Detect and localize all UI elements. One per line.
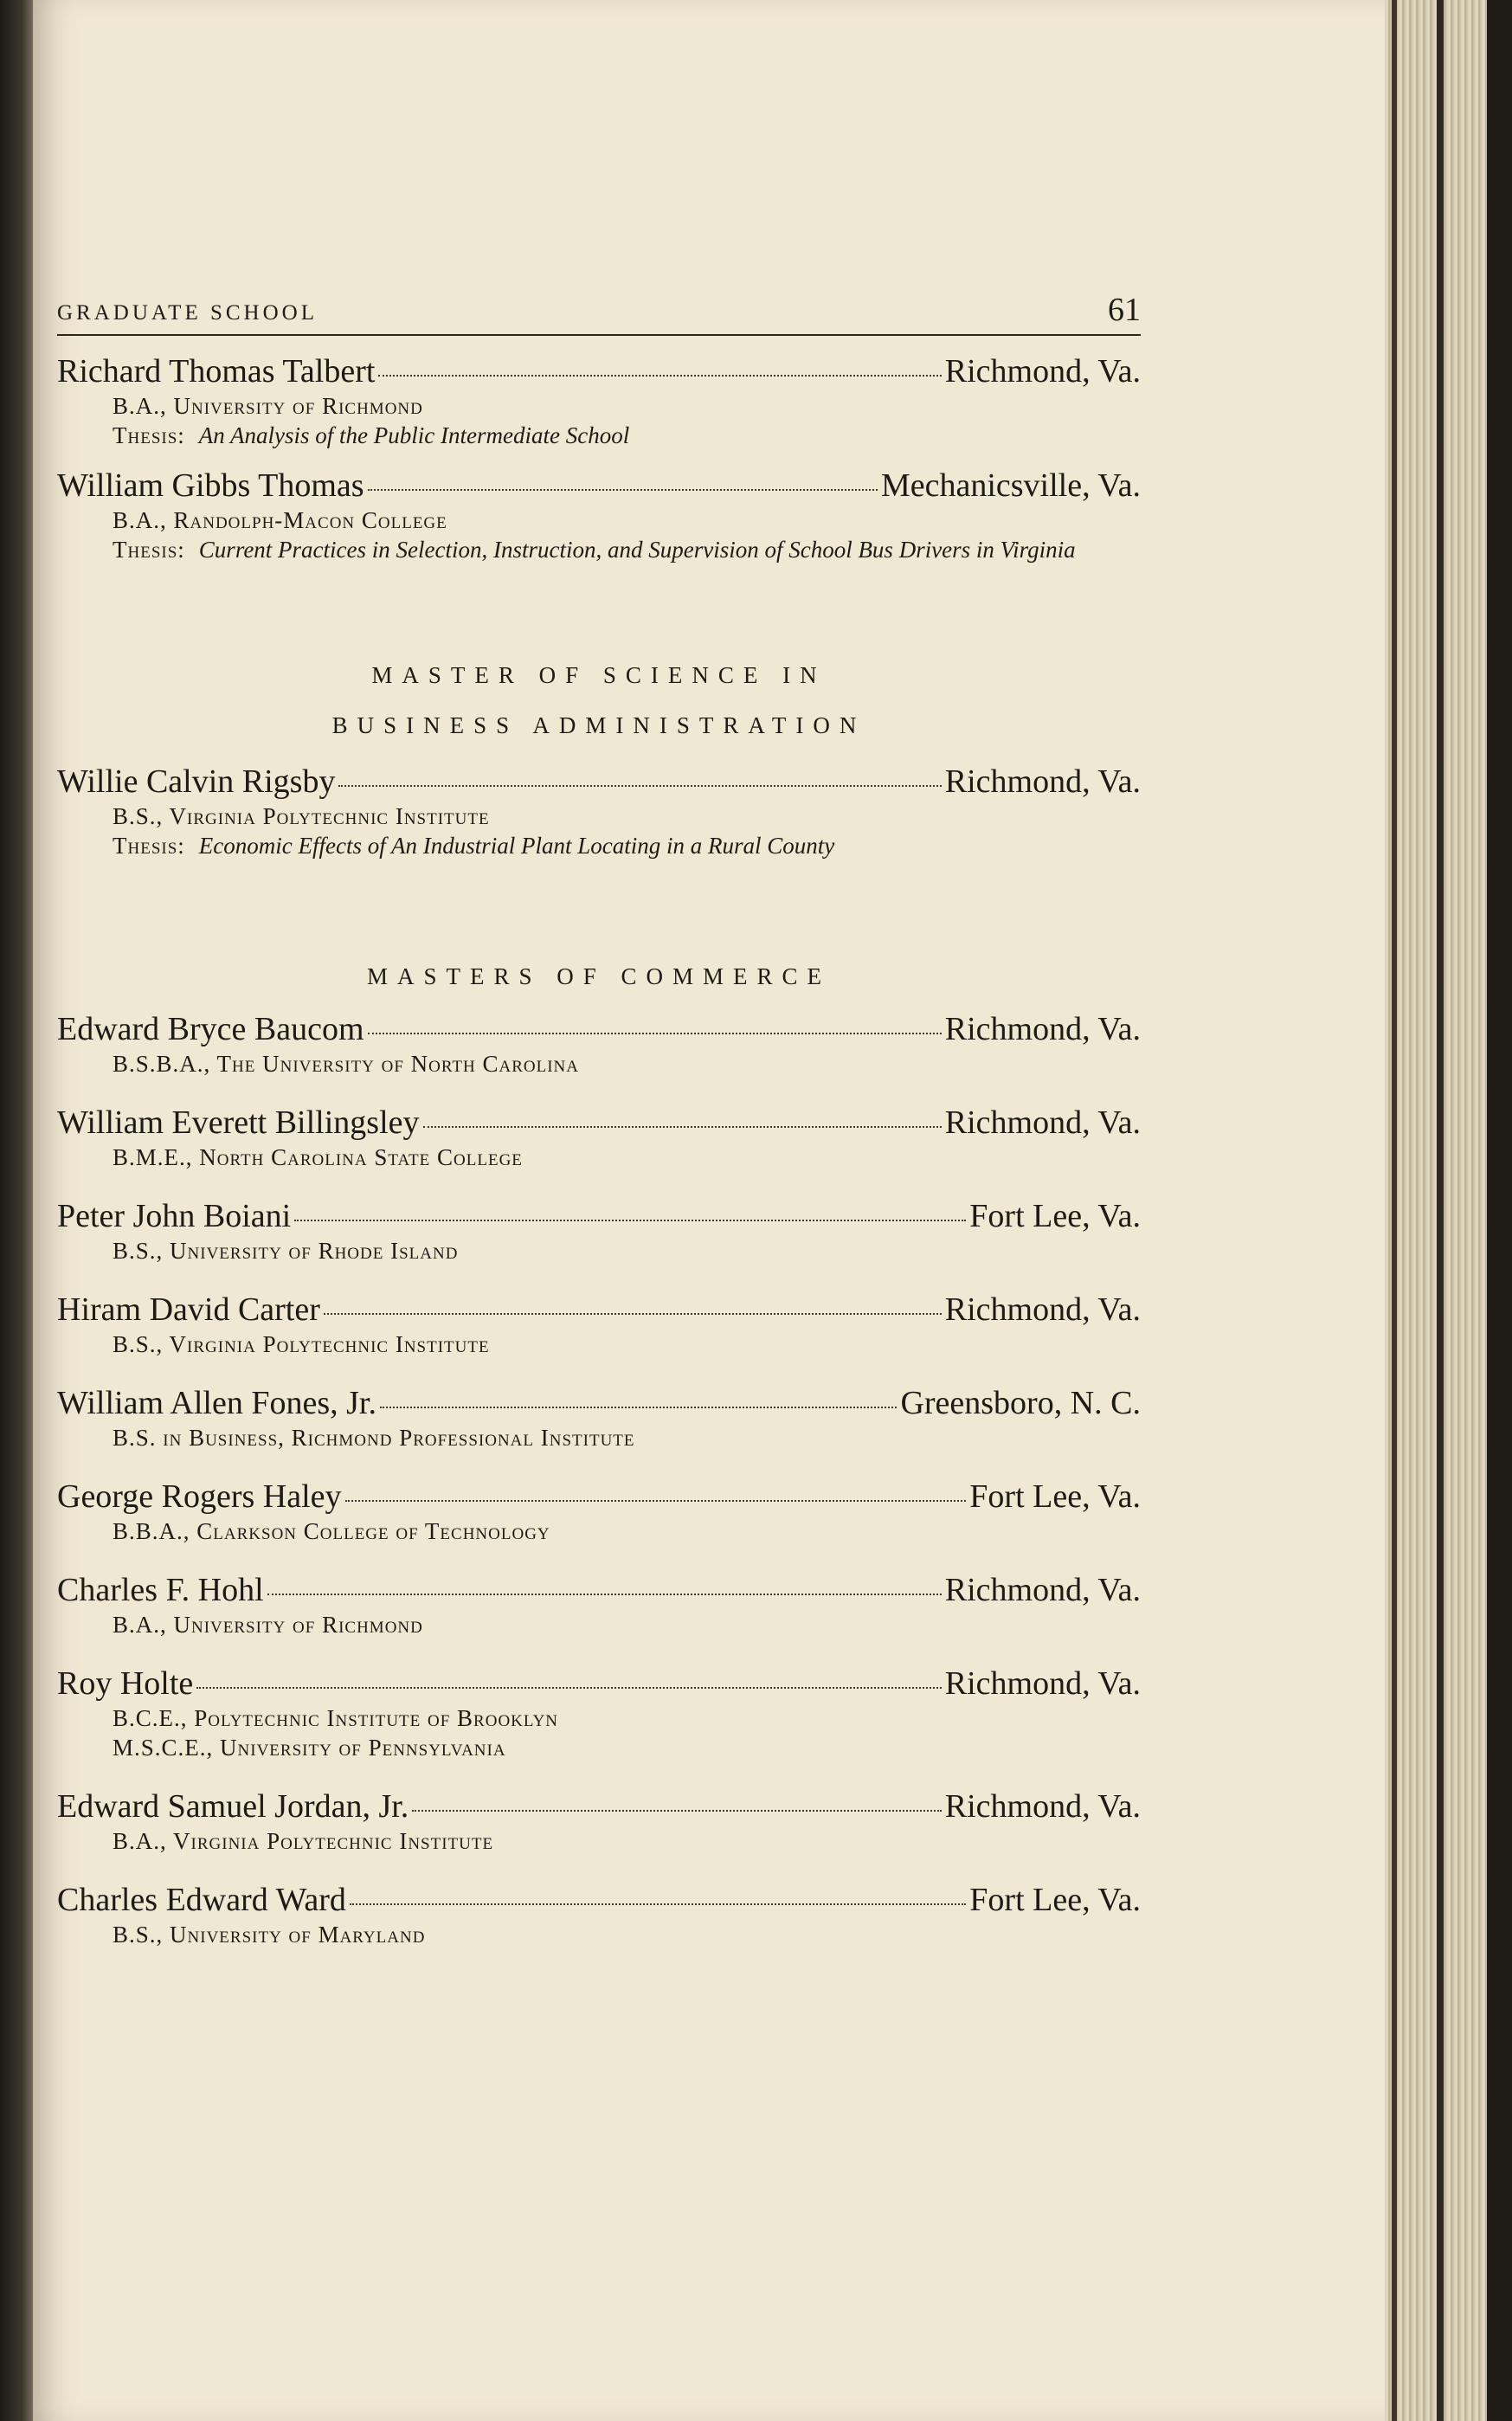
thesis-label: Thesis: (113, 833, 185, 859)
thesis-label: Thesis: (113, 422, 185, 448)
section-commerce (57, 947, 1141, 1949)
prior-degree: B.B.A., Clarkson College of Technology (113, 1518, 550, 1544)
thesis-line (57, 535, 1141, 564)
entry-name-line (57, 762, 1141, 802)
prior-degree: B.S., Virginia Polytechnic Institute (113, 1331, 490, 1357)
graduate-name: Edward Samuel Jordan, Jr. (57, 1788, 409, 1825)
graduate-name: Willie Calvin Rigsby (57, 763, 336, 800)
graduate-name: Hiram David Carter (57, 1291, 320, 1328)
graduate-entry (57, 1787, 1141, 1856)
hometown: Richmond, Va. (944, 763, 1141, 800)
prior-degree: B.S., Virginia Polytechnic Institute (113, 803, 490, 829)
dot-leader (423, 1126, 942, 1128)
dot-leader (345, 1500, 967, 1502)
graduate-name: Peter John Boiani (57, 1198, 292, 1234)
graduate-entry (57, 351, 1141, 450)
graduate-name: Charles F. Hohl (57, 1572, 264, 1608)
prior-degree: B.S.B.A., The University of North Carolina (113, 1051, 579, 1077)
dot-leader (267, 1594, 942, 1595)
graduate-entry (57, 1009, 1141, 1079)
dot-leader (338, 785, 941, 787)
dot-leader (368, 489, 878, 491)
graduate-entry (57, 1196, 1141, 1265)
entry-name-line (57, 1103, 1141, 1143)
entry-name-line (57, 466, 1141, 505)
hometown: Richmond, Va. (944, 1291, 1141, 1328)
prior-degree: B.M.E., North Carolina State College (113, 1144, 523, 1170)
page-content (57, 286, 1141, 1949)
graduate-entry (57, 1103, 1141, 1172)
prior-degree: B.A., Randolph-Macon College (113, 507, 447, 533)
page-edges (1385, 0, 1512, 2421)
section-title-msba-line1: MASTER OF SCIENCE IN (371, 662, 827, 688)
dot-leader (196, 1687, 941, 1689)
dot-leader (368, 1033, 942, 1034)
intro-entries (57, 351, 1141, 564)
msba-entries (57, 762, 1141, 860)
graduate-entry (57, 1290, 1141, 1359)
thesis-title: An Analysis of the Public Intermediate School (198, 422, 630, 448)
dot-leader (324, 1313, 942, 1315)
prior-degree: B.S., University of Rhode Island (113, 1238, 459, 1264)
entry-name-line (57, 351, 1141, 391)
prior-degree: B.A., Virginia Polytechnic Institute (113, 1828, 494, 1854)
hometown: Richmond, Va. (944, 1104, 1141, 1141)
graduate-entry (57, 1570, 1141, 1639)
prior-degree: B.S., University of Maryland (113, 1922, 426, 1948)
hometown: Richmond, Va. (944, 1011, 1141, 1047)
graduate-name: George Rogers Haley (57, 1478, 342, 1515)
graduate-entry (57, 762, 1141, 860)
entry-name-line (57, 1570, 1141, 1610)
entry-name-line (57, 1664, 1141, 1703)
graduate-entry (57, 1383, 1141, 1452)
graduate-name: Edward Bryce Baucom (57, 1011, 364, 1047)
entry-name-line (57, 1009, 1141, 1049)
prior-degree: B.S. in Business, Richmond Professional Institute (113, 1425, 635, 1451)
section-title-commerce: MASTERS OF COMMERCE (366, 963, 832, 989)
graduate-entry (57, 1477, 1141, 1546)
graduate-entry (57, 466, 1141, 564)
thesis-title: Current Practices in Selection, Instruction, and Supervision of School Bus Drivers in Virginia (198, 537, 1076, 563)
hometown: Fort Lee, Va. (969, 1882, 1141, 1918)
entry-name-line (57, 1880, 1141, 1920)
entry-name-line (57, 1787, 1141, 1826)
graduate-name: Richard Thomas Talbert (57, 353, 376, 390)
prior-degree: B.C.E., Polytechnic Institute of Brooklyn (113, 1705, 559, 1731)
hometown: Richmond, Va. (944, 1572, 1141, 1608)
graduate-entry (57, 1880, 1141, 1949)
graduate-name: William Allen Fones, Jr. (57, 1385, 376, 1421)
dot-leader (350, 1903, 966, 1905)
hometown: Fort Lee, Va. (969, 1198, 1141, 1234)
section-title-msba-line2: BUSINESS ADMINISTRATION (331, 712, 866, 738)
hometown: Richmond, Va. (944, 1788, 1141, 1825)
graduate-name: William Gibbs Thomas (57, 467, 364, 504)
dot-leader (378, 375, 941, 377)
graduate-name: Roy Holte (57, 1665, 194, 1702)
thesis-title: Economic Effects of An Industrial Plant Locating in a Rural County (198, 833, 835, 859)
thesis-line (57, 421, 1141, 450)
running-head-title: GRADUATE SCHOOL (57, 301, 318, 325)
commerce-entries (57, 1009, 1141, 1949)
hometown: Fort Lee, Va. (969, 1478, 1141, 1515)
entry-name-line (57, 1290, 1141, 1330)
page-number: 61 (1108, 292, 1141, 328)
graduate-name: Charles Edward Ward (57, 1882, 346, 1918)
dot-leader (294, 1220, 966, 1221)
prior-degree: B.A., University of Richmond (113, 1612, 423, 1638)
graduate-name: William Everett Billingsley (57, 1104, 420, 1141)
dot-leader (380, 1407, 897, 1408)
prior-degree: B.A., University of Richmond (113, 393, 423, 419)
thesis-line (57, 831, 1141, 860)
section-msba (57, 646, 1141, 860)
thesis-label: Thesis: (113, 537, 185, 563)
entry-name-line (57, 1383, 1141, 1423)
hometown: Richmond, Va. (944, 1665, 1141, 1702)
entry-name-line (57, 1196, 1141, 1236)
dot-leader (412, 1810, 941, 1812)
hometown: Richmond, Va. (944, 353, 1141, 390)
graduate-entry (57, 1664, 1141, 1762)
hometown: Greensboro, N. C. (900, 1385, 1141, 1421)
prior-degree: M.S.C.E., University of Pennsylvania (113, 1735, 506, 1761)
running-head (57, 286, 1141, 336)
hometown: Mechanicsville, Va. (880, 467, 1141, 504)
entry-name-line (57, 1477, 1141, 1516)
